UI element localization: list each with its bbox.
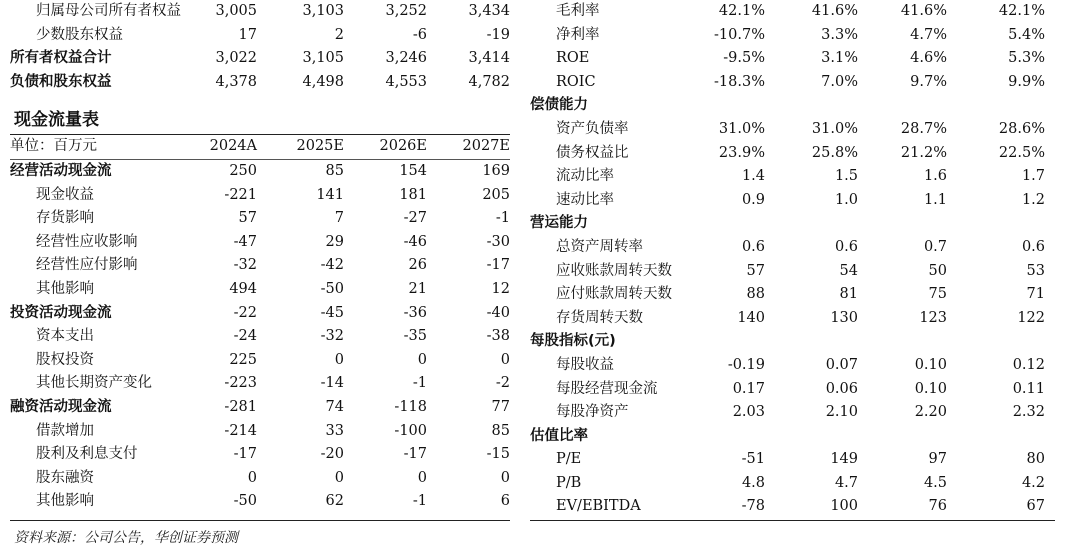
- cashflow-header-row: [10, 135, 510, 159]
- row-label: 少数股东权益: [36, 26, 123, 43]
- value-cell: -47: [233, 233, 257, 250]
- value-cell: 0.6: [1021, 238, 1045, 255]
- cashflow-row: [10, 254, 510, 278]
- value-cell: 0.10: [914, 356, 947, 373]
- value-cell: 3,105: [302, 50, 344, 67]
- value-cell: 0: [334, 469, 344, 486]
- value-cell: 3,252: [385, 3, 427, 19]
- value-cell: 0: [500, 469, 510, 486]
- value-cell: 1.4: [741, 168, 765, 185]
- value-cell: -51: [741, 451, 765, 468]
- value-cell: 75: [928, 286, 947, 303]
- cashflow-row: [10, 207, 510, 231]
- row-label: 其他影响: [36, 280, 94, 297]
- ratio-row: [530, 165, 1055, 189]
- value-cell: -17: [403, 446, 427, 463]
- section-label: 每股指标(元): [530, 333, 616, 350]
- value-cell: -214: [224, 422, 257, 439]
- value-cell: 3,434: [468, 3, 510, 19]
- value-cell: 28.7%: [900, 120, 947, 137]
- value-cell: -17: [486, 257, 510, 274]
- value-cell: 0.11: [1012, 380, 1045, 397]
- cashflow-row: [10, 278, 510, 302]
- value-cell: -50: [233, 493, 257, 510]
- value-cell: -19: [486, 26, 510, 43]
- value-cell: 2.03: [732, 404, 765, 421]
- value-cell: 4.7%: [910, 26, 947, 43]
- section-label: 投资活动现金流: [10, 304, 112, 321]
- value-cell: 122: [1017, 309, 1045, 326]
- value-cell: 0.12: [1012, 356, 1045, 373]
- value-cell: 3,103: [302, 3, 344, 19]
- left-table-panel: [10, 0, 510, 514]
- cashflow-row: [10, 325, 510, 349]
- cashflow-row: [10, 372, 510, 396]
- value-cell: 53: [1026, 262, 1045, 279]
- row-label: 每股净资产: [556, 404, 629, 421]
- value-cell: 17: [238, 26, 257, 43]
- value-cell: 181: [399, 186, 427, 203]
- value-cell: 28.6%: [998, 120, 1045, 137]
- cashflow-row: [10, 443, 510, 467]
- value-cell: 4.2: [1021, 474, 1045, 491]
- row-label: 其他长期资产变化: [36, 375, 152, 392]
- value-cell: -17: [233, 446, 257, 463]
- value-cell: 1.5: [834, 168, 858, 185]
- value-cell: 494: [229, 280, 257, 297]
- right-bottom-rule: [530, 520, 1055, 521]
- value-cell: 0.6: [834, 238, 858, 255]
- ratio-row: [530, 142, 1055, 166]
- value-cell: -0.19: [727, 356, 765, 373]
- value-cell: -18.3%: [714, 73, 765, 90]
- value-cell: -281: [224, 398, 257, 415]
- row-label: 应付账款周转天数: [556, 286, 672, 303]
- row-label: 股东融资: [36, 469, 94, 486]
- value-cell: 130: [830, 309, 858, 326]
- row-label: 速动比率: [556, 191, 614, 208]
- row-label: P/B: [556, 474, 582, 491]
- unit-label: 单位：百万元: [10, 138, 97, 155]
- ratio-row: [530, 118, 1055, 142]
- balance-row: [10, 47, 510, 71]
- section-label: 偿债能力: [530, 97, 588, 114]
- value-cell: 5.4%: [1008, 26, 1045, 43]
- row-label: 现金收益: [36, 186, 94, 203]
- value-cell: 57: [238, 210, 257, 227]
- value-cell: 26: [408, 257, 427, 274]
- section-label: 融资活动现金流: [10, 398, 112, 415]
- row-label: 归属母公司所有者权益: [36, 3, 181, 19]
- value-cell: 12: [491, 280, 510, 297]
- value-cell: 2.20: [914, 404, 947, 421]
- ratio-row: [530, 71, 1055, 95]
- value-cell: 0.10: [914, 380, 947, 397]
- value-cell: 0.17: [732, 380, 765, 397]
- value-cell: -14: [320, 375, 344, 392]
- ratio-row: [530, 47, 1055, 71]
- value-cell: -221: [224, 186, 257, 203]
- value-cell: 0.7: [923, 238, 947, 255]
- value-cell: 0: [334, 351, 344, 368]
- ratio-row: [530, 94, 1055, 118]
- ratio-row: [530, 330, 1055, 354]
- col-header-2024a: 2024A: [209, 138, 257, 155]
- value-cell: -40: [486, 304, 510, 321]
- row-label: 经营性应收影响: [36, 233, 138, 250]
- value-cell: 54: [839, 262, 858, 279]
- value-cell: -42: [320, 257, 344, 274]
- value-cell: 1.2: [1021, 191, 1045, 208]
- value-cell: 250: [229, 162, 257, 179]
- row-label: 资本支出: [36, 328, 94, 345]
- value-cell: -20: [320, 446, 344, 463]
- value-cell: 3,022: [215, 50, 257, 67]
- value-cell: 3,246: [385, 50, 427, 67]
- ratio-row: [530, 354, 1055, 378]
- value-cell: 85: [491, 422, 510, 439]
- col-header-2026e: 2026E: [379, 138, 427, 155]
- value-cell: 4,498: [302, 73, 344, 90]
- section-label: 营运能力: [530, 215, 588, 232]
- value-cell: 0: [417, 469, 427, 486]
- row-label: 存货影响: [36, 210, 94, 227]
- value-cell: 25.8%: [811, 144, 858, 161]
- value-cell: 41.6%: [811, 3, 858, 19]
- value-cell: 0: [500, 351, 510, 368]
- value-cell: 225: [229, 351, 257, 368]
- value-cell: 1.1: [923, 191, 947, 208]
- value-cell: 3.3%: [821, 26, 858, 43]
- row-label: 存货周转天数: [556, 309, 643, 326]
- value-cell: 4,553: [385, 73, 427, 90]
- row-label: 资产负债率: [556, 120, 629, 137]
- value-cell: 50: [928, 262, 947, 279]
- value-cell: -100: [394, 422, 427, 439]
- cashflow-row: [10, 420, 510, 444]
- value-cell: 123: [919, 309, 947, 326]
- value-cell: 2.32: [1012, 404, 1045, 421]
- value-cell: -9.5%: [723, 50, 765, 67]
- value-cell: 100: [830, 498, 858, 515]
- row-label: 流动比率: [556, 168, 614, 185]
- balance-row: [10, 0, 510, 24]
- row-label: 经营性应付影响: [36, 257, 138, 274]
- value-cell: -27: [403, 210, 427, 227]
- value-cell: -32: [233, 257, 257, 274]
- value-cell: 31.0%: [718, 120, 765, 137]
- value-cell: 169: [482, 162, 510, 179]
- value-cell: 71: [1026, 286, 1045, 303]
- value-cell: 7.0%: [821, 73, 858, 90]
- value-cell: -45: [320, 304, 344, 321]
- value-cell: 9.7%: [910, 73, 947, 90]
- row-label: 总资产周转率: [556, 238, 643, 255]
- section-label: 估值比率: [530, 427, 588, 444]
- cashflow-row: [10, 160, 510, 184]
- value-cell: 85: [325, 162, 344, 179]
- value-cell: 2.10: [825, 404, 858, 421]
- value-cell: 76: [928, 498, 947, 515]
- left-bottom-rule: [10, 520, 510, 521]
- value-cell: 0: [247, 469, 257, 486]
- value-cell: -46: [403, 233, 427, 250]
- balance-row: [10, 24, 510, 48]
- cashflow-row: [10, 396, 510, 420]
- cashflow-row: [10, 231, 510, 255]
- col-header-2027e: 2027E: [462, 138, 510, 155]
- cashflow-row: [10, 302, 510, 326]
- value-cell: -6: [412, 26, 427, 43]
- cashflow-row: [10, 184, 510, 208]
- value-cell: -38: [486, 328, 510, 345]
- value-cell: 9.9%: [1008, 73, 1045, 90]
- row-label: 应收账款周转天数: [556, 262, 672, 279]
- value-cell: 0.9: [741, 191, 765, 208]
- value-cell: 33: [325, 422, 344, 439]
- value-cell: -10.7%: [714, 26, 765, 43]
- value-cell: -22: [233, 304, 257, 321]
- value-cell: -1: [412, 375, 427, 392]
- ratio-row: [530, 448, 1055, 472]
- value-cell: 0: [417, 351, 427, 368]
- value-cell: -15: [486, 446, 510, 463]
- value-cell: 4.8: [741, 474, 765, 491]
- ratio-row: [530, 378, 1055, 402]
- value-cell: 7: [334, 210, 344, 227]
- value-cell: 74: [325, 398, 344, 415]
- ratio-row: [530, 24, 1055, 48]
- value-cell: -2: [495, 375, 510, 392]
- value-cell: -223: [224, 375, 257, 392]
- value-cell: 80: [1026, 451, 1045, 468]
- value-cell: -1: [412, 493, 427, 510]
- ratio-row: [530, 425, 1055, 449]
- value-cell: -35: [403, 328, 427, 345]
- value-cell: -30: [486, 233, 510, 250]
- value-cell: -118: [394, 398, 427, 415]
- value-cell: -1: [495, 210, 510, 227]
- value-cell: -36: [403, 304, 427, 321]
- row-label: ROE: [556, 50, 590, 67]
- value-cell: 0.07: [825, 356, 858, 373]
- value-cell: 205: [482, 186, 510, 203]
- value-cell: 6: [500, 493, 510, 510]
- row-label: P/E: [556, 451, 582, 468]
- cashflow-row: [10, 490, 510, 514]
- value-cell: 154: [399, 162, 427, 179]
- ratio-rows: [530, 0, 1055, 519]
- ratio-row: [530, 495, 1055, 519]
- row-label: 毛利率: [556, 3, 600, 19]
- value-cell: 1.7: [1021, 168, 1045, 185]
- row-label: 净利率: [556, 26, 600, 43]
- value-cell: 22.5%: [998, 144, 1045, 161]
- row-label: 其他影响: [36, 493, 94, 510]
- section-label: 经营活动现金流: [10, 162, 112, 179]
- ratio-row: [530, 189, 1055, 213]
- row-label: ROIC: [556, 73, 596, 90]
- value-cell: 1.0: [834, 191, 858, 208]
- row-label: 借款增加: [36, 422, 94, 439]
- value-cell: 3,005: [215, 3, 257, 19]
- ratio-row: [530, 283, 1055, 307]
- value-cell: 4.7: [834, 474, 858, 491]
- value-cell: 140: [737, 309, 765, 326]
- value-cell: 4.6%: [910, 50, 947, 67]
- value-cell: 67: [1026, 498, 1045, 515]
- source-note: 资料来源：公司公告，华创证券预测: [14, 530, 238, 546]
- value-cell: 77: [491, 398, 510, 415]
- cashflow-row: [10, 467, 510, 491]
- ratio-row: [530, 236, 1055, 260]
- row-label: 每股收益: [556, 356, 614, 373]
- value-cell: 29: [325, 233, 344, 250]
- balance-sheet-tail: [10, 0, 510, 94]
- value-cell: 1.6: [923, 168, 947, 185]
- value-cell: 4.5: [923, 474, 947, 491]
- col-header-2025e: 2025E: [296, 138, 344, 155]
- value-cell: 2: [334, 26, 344, 43]
- cashflow-row: [10, 349, 510, 373]
- value-cell: 4,782: [468, 73, 510, 90]
- cashflow-section-title: [10, 94, 510, 134]
- right-table-panel: [530, 0, 1055, 519]
- value-cell: 42.1%: [998, 3, 1045, 19]
- cashflow-rows: [10, 160, 510, 514]
- value-cell: 5.3%: [1008, 50, 1045, 67]
- value-cell: 21: [408, 280, 427, 297]
- value-cell: 81: [839, 286, 858, 303]
- value-cell: 3,414: [468, 50, 510, 67]
- row-label: EV/EBITDA: [556, 498, 641, 515]
- value-cell: 21.2%: [900, 144, 947, 161]
- value-cell: 23.9%: [718, 144, 765, 161]
- section-label: 所有者权益合计: [10, 50, 112, 67]
- ratio-row: [530, 260, 1055, 284]
- ratio-row: [530, 0, 1055, 24]
- ratio-row: [530, 307, 1055, 331]
- value-cell: 0.06: [825, 380, 858, 397]
- value-cell: -78: [741, 498, 765, 515]
- balance-row: [10, 71, 510, 95]
- section-label: 负债和股东权益: [10, 73, 112, 90]
- value-cell: 149: [830, 451, 858, 468]
- value-cell: -50: [320, 280, 344, 297]
- row-label: 股权投资: [36, 351, 94, 368]
- value-cell: 31.0%: [811, 120, 858, 137]
- value-cell: 3.1%: [821, 50, 858, 67]
- value-cell: -32: [320, 328, 344, 345]
- value-cell: 0.6: [741, 238, 765, 255]
- row-label: 每股经营现金流: [556, 380, 658, 397]
- ratio-row: [530, 472, 1055, 496]
- value-cell: 4,378: [215, 73, 257, 90]
- value-cell: 41.6%: [900, 3, 947, 19]
- ratio-row: [530, 212, 1055, 236]
- value-cell: 62: [325, 493, 344, 510]
- row-label: 股利及利息支付: [36, 446, 138, 463]
- value-cell: 141: [316, 186, 344, 203]
- value-cell: 57: [746, 262, 765, 279]
- value-cell: -24: [233, 328, 257, 345]
- value-cell: 97: [928, 451, 947, 468]
- value-cell: 42.1%: [718, 3, 765, 19]
- value-cell: 88: [746, 286, 765, 303]
- ratio-row: [530, 401, 1055, 425]
- row-label: 债务权益比: [556, 144, 629, 161]
- cashflow-title: 现金流量表: [14, 110, 99, 131]
